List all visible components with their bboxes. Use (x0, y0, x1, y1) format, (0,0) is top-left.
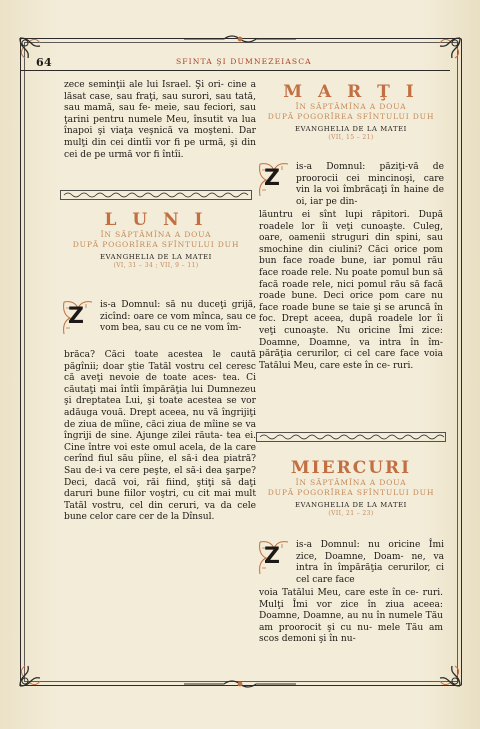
gospel-title: EVANGHELIA DE LA MATEI (295, 501, 407, 509)
running-title: SFINTA ŞI DUMNEZEIASCA (176, 57, 312, 66)
paragraph: lăuntru ei sînt lupi răpitori. După roadele lor îi veţi cunoaşte. Culeg, oare, oamenii struguri din spini, sau smochine din ciulini? Căci orice pom bun face roade bune, iar pomul rău face roade rele. Nu poate pomul bun să facă roade rele, nici pomul rău să facă roade bune. Deci orice pom care nu face roade bune se taie şi se aruncă în foc. Drept aceea, după roadele lor îi veţi cunoaşte. Nu oricine Îmi zice: Doamne, Doamne, va intra în îm- părăţia cerurilor, ci cel care face voia Tatălui Meu, care este în ce- ruri. (259, 210, 443, 371)
drop-cap (258, 162, 290, 198)
section-heading-miercuri (256, 458, 446, 517)
section-heading-luni (60, 210, 252, 269)
page-header (36, 56, 446, 70)
section-heading-marti (256, 82, 446, 141)
paragraph: zece seminţii ale lui Israel. Şi ori- cine a lăsat case, sau fraţi, sau surori, sau tată, sau mamă, sau fe- meie, sau feciori, sau ţarini pentru numele Meu, însutit va lua înapoi şi viaţa veşnică va moşteni. Dar mulţi din cei dintîi vor fi pe urmă, şi din cei de pe urmă vor fi întîi. (64, 80, 256, 160)
corner-ornament-icon (16, 652, 54, 690)
left-top-text (64, 80, 256, 190)
day-title: M A R Ţ I (283, 82, 419, 102)
paragraph: is-a Domnul: nu oricine Îmi zice, Doamne, Doam- ne, va intra în împărăţia cerurilor, ci cel care face (296, 540, 444, 585)
drop-cap-letter: Z (264, 166, 280, 191)
day-title: MIERCURI (290, 458, 412, 478)
ornamental-divider-icon (60, 190, 252, 200)
bottom-ornament-icon (184, 678, 296, 690)
page-number: 64 (36, 56, 52, 69)
day-title: L U N I (104, 210, 208, 230)
header-rule (20, 70, 450, 71)
section-body-text (64, 350, 256, 524)
section-lead-text (296, 162, 444, 208)
section-subtitle: DUPĂ POGORÎREA SFÎNTULUI DUH (72, 240, 240, 249)
section-subtitle: ÎN SĂPTĂMÎNA A DOUA (295, 102, 407, 111)
paragraph: voia Tatălui Meu, care este în ce- ruri. Mulţi Îmi vor zice în ziua aceea: Doamne, Doamne, au nu în numele Tău am proorocit şi cu nu- mele Tău am scos demoni şi în nu- (259, 588, 443, 645)
section-lead-text (296, 540, 444, 586)
scripture-reference: (VII, 15 – 21) (328, 134, 374, 141)
section-subtitle: ÎN SĂPTĂMÎNA A DOUA (100, 230, 212, 239)
section-body-text (259, 210, 443, 372)
gospel-title: EVANGHELIA DE LA MATEI (100, 253, 212, 261)
drop-cap (62, 300, 94, 336)
top-ornament-icon (184, 33, 296, 45)
paragraph: is-a Domnul: păziţi-vă de proorocii cei mincinoşi, care vin la voi îmbrăcaţi în haine de oi, iar pe din- (296, 162, 444, 207)
section-lead-text (100, 300, 256, 335)
drop-cap (258, 540, 290, 576)
paragraph: is-a Domnul: să nu duceţi grijă, zicînd: oare ce vom mînca, sau ce vom bea, sau cu ce ne vom îm- (100, 300, 256, 334)
scripture-reference: (VII, 21 – 23) (328, 510, 374, 517)
ornamental-divider-icon (256, 432, 446, 442)
paragraph: brăca? Căci toate acestea le caută păgînii; doar ştie Tatăl vostru cel ceresc că aveţi nevoie de toate aces- tea. Ci căutaţi mai întîi împărăţia lui Dumnezeu şi dreptatea Lui, şi toate acestea se vor adăuga vouă. Drept aceea, nu vă îngrijiţi de ziua de mîine, căci ziua de mîine se va îngriji de sine. Ajunge zilei răuta- tea ei. Cine între voi este omul acela, de la care cerînd fiul său pîine, el să-i dea piatră? Sau de-i va cere peşte, el să-i dea şarpe? Deci, dacă voi, răi fiind, ştiţi să daţi daruri bune fiilor voştri, cu cit mai mult Tatăl vostru, cel din ceruri, va da cele bune celor care cer de la Dînsul. (64, 350, 256, 523)
section-subtitle: DUPĂ POGORÎREA SFÎNTULUI DUH (267, 488, 435, 497)
gospel-title: EVANGHELIA DE LA MATEI (295, 125, 407, 133)
corner-ornament-icon (426, 652, 464, 690)
scripture-reference: (VI, 31 – 34 ; VII, 9 – 11) (113, 262, 199, 269)
section-body-text (259, 588, 443, 646)
drop-cap-letter: Z (264, 544, 280, 569)
drop-cap-letter: Z (68, 304, 84, 329)
section-subtitle: ÎN SĂPTĂMÎNA A DOUA (295, 478, 407, 487)
section-subtitle: DUPĂ POGORÎREA SFÎNTULUI DUH (267, 112, 435, 121)
